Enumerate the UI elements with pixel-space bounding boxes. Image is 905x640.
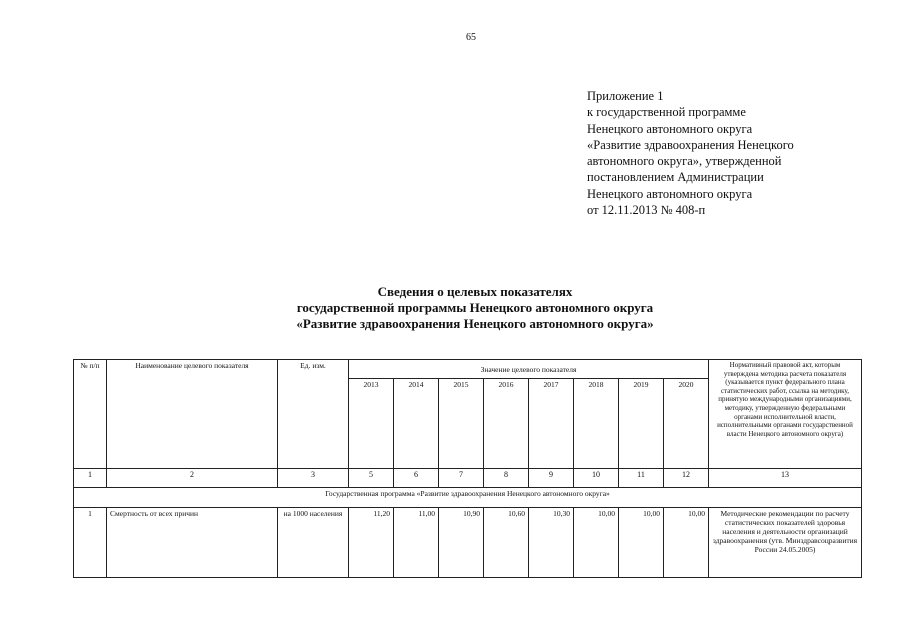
row-normative: Методические рекомендации по расчету статистических показателей здоровья населения и деятельности организаций здравоохранения (утв. Минздравсоцразвития России 24.05.2005) (709, 508, 862, 578)
header-values: Значение целевого показателя (349, 360, 709, 379)
table-row (74, 508, 862, 578)
appendix-line: от 12.11.2013 № 408-п (587, 203, 706, 218)
appendix-line: автономного округа», утвержденной (587, 154, 782, 169)
header-normative: Нормативный правовой акт, которым утверждена методика расчета показателя (указывается пункт федерального плана статистических работ, ссылка на методику, принятую международными организациями, методику, утвержденную федеральными органами исполнительной власти, исполнительными органами государственной власти Ненецкого автономного округа) (709, 360, 862, 469)
appendix-line: Приложение 1 (587, 89, 664, 103)
header-year: 2017 (529, 379, 574, 469)
row-value: 10,30 (529, 508, 574, 578)
column-number: 13 (709, 469, 862, 488)
row-value: 11,20 (349, 508, 394, 578)
row-no: 1 (74, 508, 107, 578)
header-no: № п/п (74, 360, 107, 469)
row-value: 11,00 (394, 508, 439, 578)
title-line: Сведения о целевых показателях (377, 284, 573, 299)
appendix-line: Ненецкого автономного округа (587, 186, 753, 201)
title-line: государственной программы Ненецкого автономного округа (296, 300, 654, 315)
header-year: 2018 (574, 379, 619, 469)
column-number: 9 (529, 469, 574, 488)
column-number: 8 (484, 469, 529, 488)
column-number: 11 (619, 469, 664, 488)
row-value: 10,00 (574, 508, 619, 578)
header-name: Наименование целевого показателя (107, 360, 278, 469)
column-number: 3 (278, 469, 349, 488)
appendix-line: Ненецкого автономного округа (587, 121, 753, 136)
document-title (180, 284, 770, 332)
title-line: «Развитие здравоохранения Ненецкого автономного округа» (296, 316, 654, 331)
row-name: Смертность от всех причин (107, 508, 278, 578)
page-number: 65 (466, 32, 476, 43)
indicators-table (73, 359, 862, 578)
column-number: 6 (394, 469, 439, 488)
column-number: 10 (574, 469, 619, 488)
row-value: 10,90 (439, 508, 484, 578)
column-number: 1 (74, 469, 107, 488)
column-number: 2 (107, 469, 278, 488)
header-unit: Ед. изм. (278, 360, 349, 469)
row-value: 10,00 (619, 508, 664, 578)
appendix-line: «Развитие здравоохранения Ненецкого (587, 137, 794, 152)
header-year: 2016 (484, 379, 529, 469)
header-year: 2020 (664, 379, 709, 469)
row-value: 10,00 (664, 508, 709, 578)
header-year: 2019 (619, 379, 664, 469)
appendix-line: к государственной программе (587, 105, 746, 120)
header-year: 2014 (394, 379, 439, 469)
column-number: 12 (664, 469, 709, 488)
section-title: Государственная программа «Развитие здравоохранения Ненецкого автономного округа» (74, 488, 862, 508)
appendix-line: постановлением Администрации (587, 170, 764, 185)
header-year: 2015 (439, 379, 484, 469)
appendix-note (587, 88, 887, 218)
row-value: 10,60 (484, 508, 529, 578)
column-number: 7 (439, 469, 484, 488)
header-year: 2013 (349, 379, 394, 469)
row-unit: на 1000 населения (278, 508, 349, 578)
column-number: 5 (349, 469, 394, 488)
